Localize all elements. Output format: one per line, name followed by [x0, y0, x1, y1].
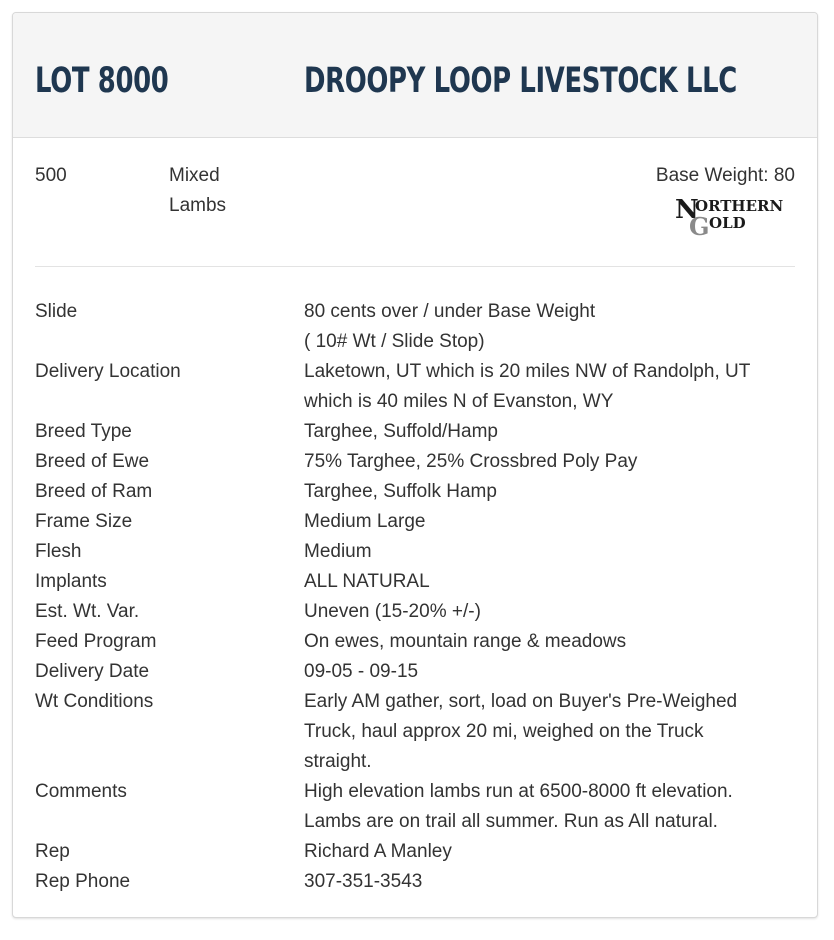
lot-card — [12, 12, 818, 918]
detail-value-line: which is 40 miles N of Evanston, WY — [304, 391, 614, 412]
detail-value-line: 75% Targhee, 25% Crossbred Poly Pay — [304, 451, 638, 472]
detail-value — [304, 777, 799, 837]
detail-value-line: Richard A Manley — [304, 841, 452, 862]
head-count: 500 — [35, 165, 67, 186]
detail-label: Breed Type — [35, 421, 132, 442]
detail-value-line: straight. — [304, 751, 372, 772]
detail-label: Wt Conditions — [35, 691, 154, 712]
lot-header — [13, 13, 817, 138]
logo-text-bottom: OLD — [709, 214, 746, 232]
detail-value-line: 09-05 - 09-15 — [304, 661, 419, 682]
detail-value — [304, 537, 799, 567]
detail-row — [35, 507, 799, 537]
detail-value-line: Targhee, Suffold/Hamp — [304, 421, 498, 442]
detail-value-line: ALL NATURAL — [304, 571, 430, 592]
base-weight: Base Weight: 80 — [655, 165, 795, 186]
detail-value — [304, 567, 799, 597]
detail-value-line: Truck, haul approx 20 mi, weighed on the Truck — [304, 721, 704, 742]
lamb-type-line1: Mixed — [169, 165, 220, 186]
detail-label: Rep — [35, 841, 70, 862]
detail-value-line: On ewes, mountain range & meadows — [304, 631, 627, 652]
logo-initial-n: N — [675, 195, 699, 225]
detail-value — [304, 687, 799, 777]
detail-value — [304, 627, 799, 657]
lot-summary — [13, 137, 817, 267]
detail-row — [35, 297, 799, 357]
divider — [35, 266, 795, 267]
detail-row — [35, 567, 799, 597]
detail-value — [304, 507, 799, 537]
detail-value — [304, 477, 799, 507]
detail-row — [35, 627, 799, 657]
detail-value-line: Early AM gather, sort, load on Buyer's Pre-Weighed — [304, 691, 738, 712]
detail-row — [35, 597, 799, 627]
lot-number: LOT 8000 — [35, 61, 169, 101]
detail-label: Breed of Ram — [35, 481, 153, 502]
detail-label: Delivery Date — [35, 661, 150, 682]
detail-row — [35, 777, 799, 837]
detail-row — [35, 447, 799, 477]
lamb-type-line2: Lambs — [169, 195, 227, 216]
detail-row — [35, 357, 799, 417]
detail-value-line: 307-351-3543 — [304, 871, 423, 892]
detail-value — [304, 447, 799, 477]
detail-value — [304, 597, 799, 627]
detail-value-line: ( 10# Wt / Slide Stop) — [304, 331, 485, 352]
detail-value — [304, 657, 799, 687]
detail-value-line: 80 cents over / under Base Weight — [304, 301, 596, 322]
detail-row — [35, 417, 799, 447]
detail-label: Slide — [35, 301, 78, 322]
detail-value-line: Lambs are on trail all summer. Run as All natural. — [304, 811, 718, 832]
detail-row — [35, 867, 799, 897]
detail-value — [304, 297, 799, 357]
detail-value — [304, 357, 799, 417]
detail-value-line: Medium Large — [304, 511, 426, 532]
detail-row — [35, 687, 799, 777]
detail-label: Rep Phone — [35, 871, 131, 892]
detail-label: Delivery Location — [35, 361, 181, 382]
detail-label: Flesh — [35, 541, 82, 562]
detail-label: Est. Wt. Var. — [35, 601, 140, 622]
detail-row — [35, 837, 799, 867]
detail-value-line: Medium — [304, 541, 372, 562]
logo-initial-g: G — [689, 212, 710, 237]
detail-label: Breed of Ewe — [35, 451, 150, 472]
detail-label: Feed Program — [35, 631, 157, 652]
northern-gold-logo — [675, 193, 795, 237]
detail-value-line: High elevation lambs run at 6500-8000 ft elevation. — [304, 781, 733, 802]
detail-label: Frame Size — [35, 511, 133, 532]
detail-value — [304, 417, 799, 447]
detail-row — [35, 657, 799, 687]
seller-name: DROOPY LOOP LIVESTOCK LLC — [304, 61, 737, 101]
detail-value-line: Targhee, Suffolk Hamp — [304, 481, 497, 502]
detail-row — [35, 537, 799, 567]
detail-label: Implants — [35, 571, 107, 592]
detail-value — [304, 867, 799, 897]
logo-text-top: ORTHERN — [695, 197, 784, 215]
detail-label: Comments — [35, 781, 127, 802]
lot-details — [35, 297, 799, 897]
detail-value — [304, 837, 799, 867]
detail-value-line: Uneven (15-20% +/-) — [304, 601, 481, 622]
lamb-type — [169, 161, 259, 221]
detail-row — [35, 477, 799, 507]
detail-value-line: Laketown, UT which is 20 miles NW of Randolph, UT — [304, 361, 751, 382]
